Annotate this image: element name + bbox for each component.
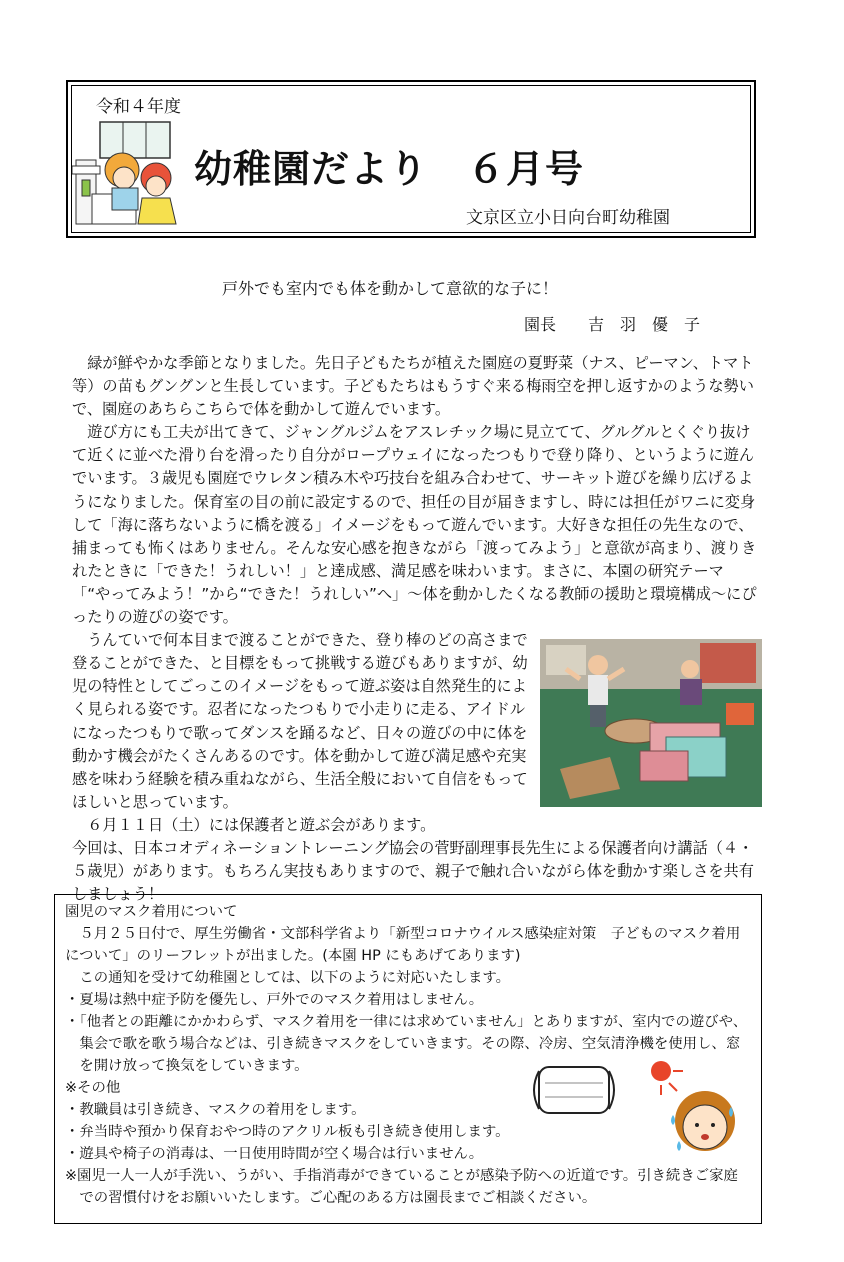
- notice-bullet: ・夏場は熱中症予防を優先し、戸外でのマスク着用はしません。: [65, 992, 484, 1008]
- school-name: 文京区立小日向台町幼稚園: [466, 208, 670, 228]
- fiscal-year: 令和４年度: [96, 97, 181, 117]
- article-headline: 戸外でも室内でも体を動かして意欲的な子に！: [222, 279, 559, 298]
- children-playing-photo: [540, 639, 762, 807]
- notice-closing: ※園児一人一人が手洗い、うがい、手指消毒ができていることが感染予防への近道です。引き続きご家庭での習慣付けをお願いいたします。ご心配のある方は園長までご相談ください。: [65, 1168, 738, 1206]
- article-paragraph: 遊び方にも工夫が出てきて、ジャングルジムをアスレチック場に見立てて、グルグルとくぐり抜けて近くに並べた滑り台を滑ったり自分がロープウェイになったつもりで登り降り、というように遊んでいます。３歳児も園庭でウレタン積み木や巧技台を組み合わせて、サーキット遊びを繰り広げるようになりました。保育室の目の前に設定するので、担任の目が届きますし、時には担任がワニに変身して「海に落ちないように橋を渡る」イメージをもって遊んでいます。大好きな担任の先生なので、捕まっても怖くはありません。そんな安心感を抱きながら「渡ってみよう」と意欲が高まり、渡りきれたときに「できた！うれしい！」と達成感、満足感を味わいます。まさに、本園の研究テーマ「“やってみよう！”から“できた！うれしい”へ」～体を動かしたくなる教師の援助と環境構成～にぴったりの遊びの姿です。: [72, 423, 757, 627]
- notice-other-heading: ※その他: [65, 1080, 121, 1096]
- article-paragraph: ６月１１日（土）には保護者と遊ぶ会があります。: [87, 815, 436, 834]
- principal-signature: 園長 吉 羽 優 子: [524, 315, 701, 334]
- notice-other-item: ・遊具や椅子の消毒は、一日使用時間が空く場合は行いません。: [65, 1146, 484, 1162]
- mask-notice-box: [54, 894, 762, 1224]
- article-paragraph: うんていで何本目まで渡ることができた、登り棒のどの高さまで登ることができた、と目標をもって挑戦する遊びもありますが、幼児の特性としてごっこのイメージをもって遊ぶ姿は自然発生的によく見られる姿です。忍者になったつもりで小走りに走る、アイドルになったつもりで歌ってダンスを踊るなど、日々の遊びの中に体を動かす機会がたくさんあるのです。体を動かして遊び満足感や充実感を味わう経験を積み重ねながら、生活全般において自信をもってほしいと思っています。: [72, 631, 528, 811]
- hot-sun-girl-icon: [643, 1055, 751, 1159]
- notice-bullet: ・「他者との距離にかかわらず、マスク着用を一律には求めていません」とありますが、室内での遊びや、集会で歌を歌う場合などは、引き続きマスクをしていきます。その際、冷房、空気清浄機を使用し、窓を開け放って換気をしていきます。: [65, 1014, 748, 1074]
- article-body: [72, 352, 762, 906]
- notice-response-lead: この通知を受けて幼稚園としては、以下のように対応いたします。: [79, 970, 510, 986]
- newsletter-title: 幼稚園だより ６月号: [194, 147, 585, 191]
- face-mask-icon: [525, 1061, 623, 1119]
- notice-title: 園児のマスク着用について: [65, 904, 238, 920]
- children-handwashing-illustration: [72, 120, 184, 228]
- notice-intro: ５月２５日付で、厚生労働省・文部科学省より「新型コロナウイルス感染症対策 子どものマスク着用について」のリーフレットが出ました。(本園 HP にもあげてあります): [65, 926, 741, 964]
- notice-other-item: ・教職員は引き続き、マスクの着用をします。: [65, 1102, 366, 1118]
- notice-other-item: ・弁当時や預かり保育おやつ時のアクリル板も引き続き使用します。: [65, 1124, 510, 1140]
- article-paragraph: 緑が鮮やかな季節となりました。先日子どもたちが植えた園庭の夏野菜（ナス、ピーマン、トマト等）の苗もグングンと生長しています。子どもたちはもうすぐ来る梅雨空を押し返すかのような勢いで、園庭のあちらこちらで体を動かして遊んでいます。: [72, 354, 754, 419]
- article-paragraph: 今回は、日本コオディネーショントレーニング協会の菅野副理事長先生による保護者向け講話（４・５歳児）があります。もちろん実技もありますので、親子で触れ合いながら体を動かす楽しさを共有しましょう！: [72, 838, 754, 904]
